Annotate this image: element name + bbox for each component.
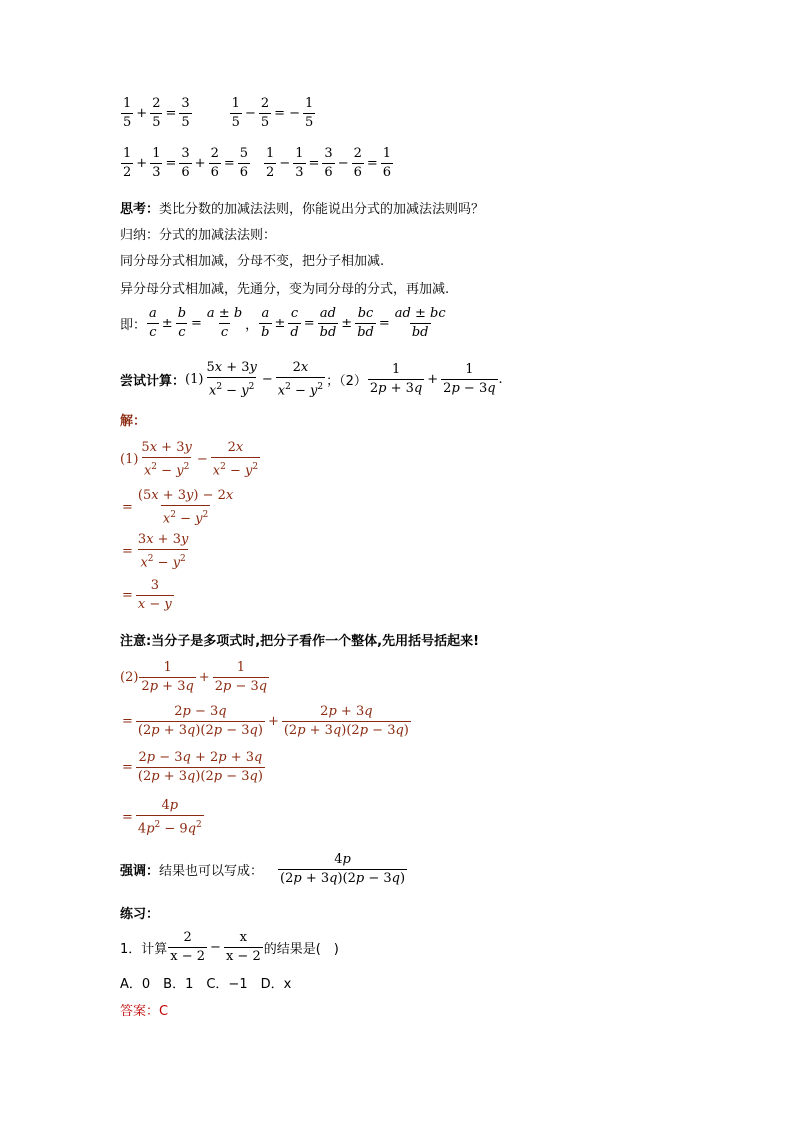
try-line: 尝试计算： (1) 5x + 3y $x^2 - y^2$ − $\frac{2x}{x^2 - y^2}$ ；（2） 1 2p + 3q + $\frac{1}{2p - 3q}$ .	[120, 360, 503, 399]
solution-label: 解：	[120, 414, 147, 429]
fraction: $\frac{c}{d}$	[290, 306, 299, 340]
fraction: $\frac{2}{5}$	[152, 96, 161, 130]
fraction: $\frac{2x}{x^2 - y^2}$	[277, 360, 324, 399]
note-label: 注意:	[120, 634, 152, 649]
practice-answer: 答案：C	[120, 1004, 169, 1019]
fraction: $\frac{3}{5}$	[181, 96, 190, 130]
fraction: $\frac{1}{5}$	[305, 96, 314, 130]
fraction: $\frac{2x}{x^2 - y^2}$	[212, 440, 259, 479]
emphasis-line	[120, 852, 408, 887]
fraction: 1 2	[123, 146, 132, 180]
rule-formula: 即： a c ± $\frac{b}{c}$ = $\frac{a \pm b}{c}$ ， a b ± $\frac{c}{d}$ = $\frac{ad}{bd}$ ± $\frac{bc}{bd}$ = $\frac{ad \pm bc}{bd}$	[120, 306, 446, 340]
fraction: $\frac{2}{6}$	[353, 146, 362, 180]
fraction: $\frac{3}{6}$	[181, 146, 190, 180]
rule-1: 同分母分式相加减，分母不变，把分子相加减.	[120, 254, 385, 269]
fraction: $\frac{1}{6}$	[382, 146, 392, 180]
fraction: 1 2p + 3q	[141, 660, 194, 694]
emphasis-label: 强调：	[120, 864, 160, 879]
try-label: 尝试计算：	[120, 374, 186, 390]
fraction-example-row-2: 1 2 + $\frac{1}{3}$ = $\frac{3}{6}$ + $\frac{2}{6}$ = $\frac{5}{6}$ 1 2 − $\frac{1}{3}$ = $\frac{3}{6}$ − $\frac{2}{6}$ = $\frac{1}{6}$	[123, 146, 392, 180]
fraction: 1 2p + 3q	[369, 362, 423, 397]
fraction: 1 2	[266, 146, 275, 180]
fraction: a b	[261, 306, 270, 340]
fraction: $\frac{2p + 3q}{(2p + 3q)(2p - 3q)}$	[283, 704, 409, 738]
fraction: $\frac{5}{6}$	[239, 146, 249, 180]
fraction: $\frac{bc}{bd}$	[357, 306, 374, 340]
solution-2-step-3: = $\frac{2p - 3q + 2p + 3q}{(2p + 3q)(2p - 3q)}$	[122, 750, 263, 784]
fraction: $\frac{(5x + 3y) - 2x}{x^2 - y^2}$	[137, 488, 234, 527]
fraction: 2 x − 2	[170, 930, 206, 964]
fraction: $\frac{x}{x - 2}$	[225, 930, 261, 964]
practice-options: A．0 B．1 C．−1 D．x	[120, 977, 292, 992]
fraction: a c	[149, 306, 157, 340]
fraction: $\frac{1}{3}$	[152, 146, 161, 180]
summary-text: 分式的加减法法则：	[159, 228, 277, 243]
think-line	[120, 198, 484, 217]
fraction: $\frac{2p - 3q + 2p + 3q}{(2p + 3q)(2p - 3q)}$	[137, 750, 263, 784]
solution-2-step-4: = $\frac{4p}{4p^2 - 9q^2}$	[122, 798, 202, 837]
fraction: 1 5	[231, 96, 240, 130]
practice-label: 练习：	[120, 907, 160, 922]
emphasis-text: 结果也可以写成：	[159, 864, 264, 879]
solution-1-step-4: = $\frac{3}{x - y}$	[122, 578, 172, 612]
solution-2-step-1: (2) 1 2p + 3q + $\frac{1}{2p - 3q}$	[120, 660, 268, 694]
rule-2: 异分母分式相加减，先通分，变为同分母的分式，再加减.	[120, 282, 450, 297]
fraction: 4p (2p + 3q)(2p − 3q)	[280, 852, 406, 886]
fraction: $\frac{1}{2p - 3q}$	[443, 362, 496, 397]
fraction: $\frac{2p - 3q}{(2p + 3q)(2p - 3q)}$	[137, 704, 263, 738]
fraction-example-row-1: 1 5 + $\frac{2}{5}$ = $\frac{3}{5}$ 1 5 − $\frac{2}{5}$ = − $\frac{1}{5}$	[123, 96, 314, 130]
solution-2-step-2: = $\frac{2p - 3q}{(2p + 3q)(2p - 3q)}$ + $\frac{2p + 3q}{(2p + 3q)(2p - 3q)}$	[122, 704, 409, 738]
fraction: $\frac{3}{x - y}$	[137, 578, 172, 612]
fraction: 5x + 3y $x^2 - y^2$	[141, 440, 192, 479]
fraction: $\frac{3x + 3y}{x^2 - y^2}$	[137, 532, 189, 571]
fraction: $\frac{1}{3}$	[295, 146, 304, 180]
fraction: $\frac{a \pm b}{c}$	[206, 306, 243, 340]
fraction: $\frac{2}{6}$	[210, 146, 219, 180]
fraction: 5x + 3y $x^2 - y^2$	[206, 360, 257, 399]
fraction: 1 5	[123, 96, 132, 130]
summary-line	[120, 224, 276, 243]
solution-1-step-1: (1) 5x + 3y $x^2 - y^2$ − $\frac{2x}{x^2 - y^2}$	[120, 440, 259, 479]
think-text: 类比分数的加减法法则，你能说出分式的加减法法则吗？	[159, 202, 485, 217]
note-text: 当分子是多项式时,把分子看作一个整体,先用括号括起来!	[151, 634, 480, 649]
fraction: $\frac{2}{5}$	[260, 96, 270, 130]
solution-1-step-3: = $\frac{3x + 3y}{x^2 - y^2}$	[122, 532, 189, 571]
think-label: 思考：	[120, 202, 160, 217]
practice-question-1: 1．计算 2 x − 2 − $\frac{x}{x - 2}$ 的结果是( )	[120, 930, 339, 964]
fraction: $\frac{1}{2p - 3q}$	[214, 660, 268, 694]
note-line	[120, 630, 479, 649]
fraction: $\frac{ad}{bd}$	[319, 306, 337, 340]
summary-label: 归纳：	[120, 228, 160, 243]
fraction: $\frac{3}{6}$	[324, 146, 333, 180]
fraction: $\frac{4p}{4p^2 - 9q^2}$	[137, 798, 202, 837]
solution-1-step-2: = $\frac{(5x + 3y) - 2x}{x^2 - y^2}$	[122, 488, 234, 527]
fraction: $\frac{b}{c}$	[177, 306, 187, 340]
fraction: $\frac{ad \pm bc}{bd}$	[394, 306, 446, 340]
